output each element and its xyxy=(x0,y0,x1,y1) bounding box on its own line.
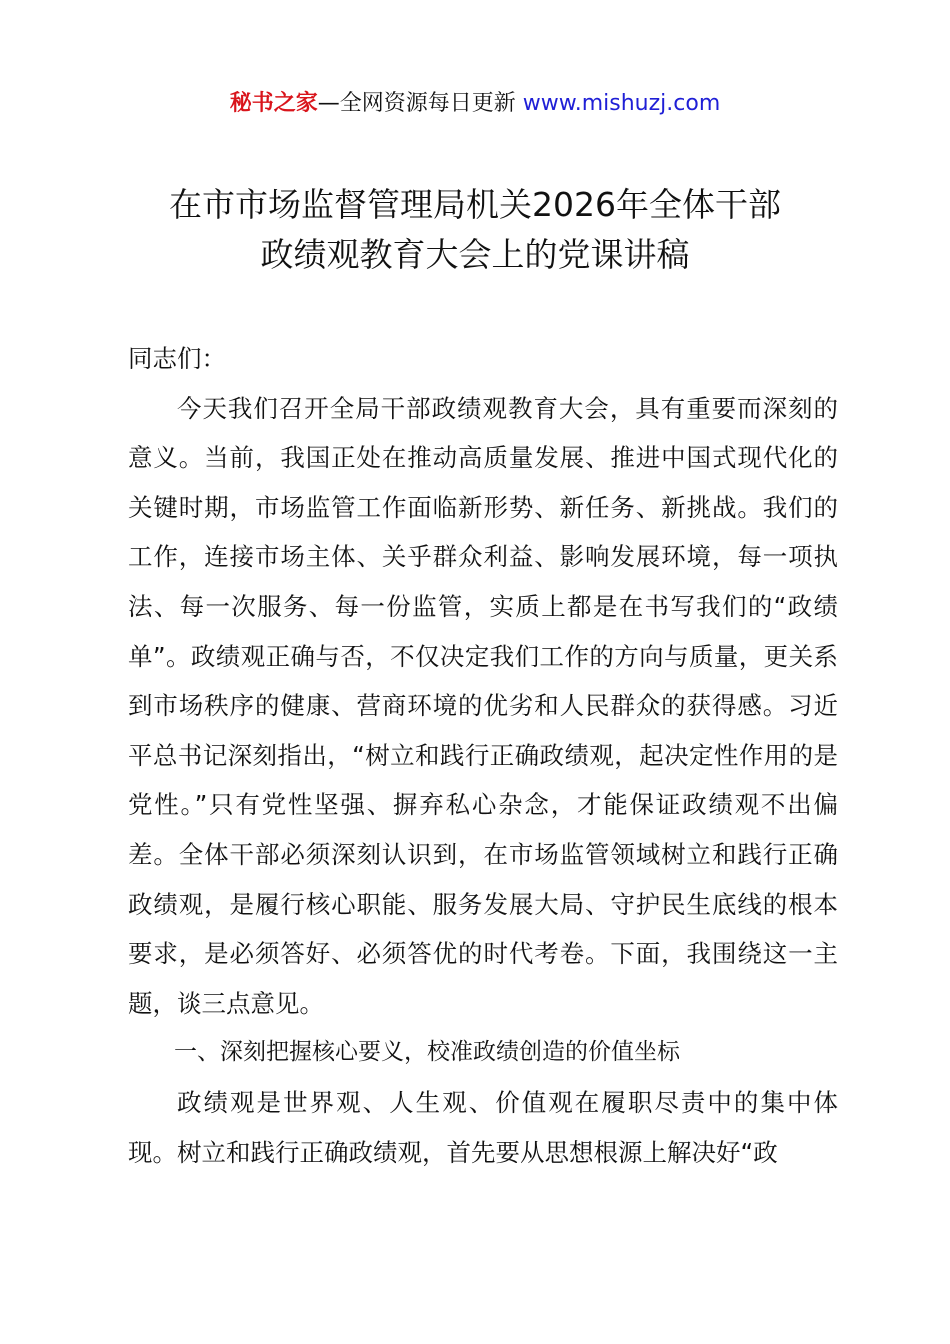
section-heading: 一、深刻把握核心要义，校准政绩创造的价值坐标 xyxy=(174,1039,680,1066)
brand-name: 秘书之家 xyxy=(229,91,318,116)
document-title xyxy=(60,180,890,280)
title-line-1: 在市市场监督管理局机关2026年全体干部 xyxy=(169,185,781,224)
body-paragraph: 今天我们召开全局干部政绩观教育大会，具有重要而深刻的意义。当前，我国正处在推动高质量发展、推进中国式现代化的关键时期，市场监管工作面临新形势、新任务、新挑战。我们的工作，连接市场主体、关乎群众利益、影响发展环境，每一项执法、每一次服务、每一份监管，实质上都是在书写我们的“政绩单”。政绩观正确与否，不仅决定我们工作的方向与质量，更关系到市场秩序的健康、营商环境的优劣和人民群众的获得感。习近平总书记深刻指出，“树立和践行正确政绩观，起决定性作用的是党性。”只有党性坚强、摒弃私心杂念，才能保证政绩观不出偏差。全体干部必须深刻认识到，在市场监管领域树立和践行正确政绩观，是履行核心职能、服务发展大局、守护民生底线的根本要求，是必须答好、必须答优的时代考卷。下面，我围绕这一主题，谈三点意见。 xyxy=(128,393,838,1018)
salutation: 同志们： xyxy=(128,344,226,373)
title-line-2: 政绩观教育大会上的党课讲稿 xyxy=(260,235,690,274)
body-paragraph: 政绩观是世界观、人生观、价值观在履职尽责中的集中体现。树立和践行正确政绩观，首先要从思想根源上解决好“政 xyxy=(128,1087,838,1167)
site-header xyxy=(0,86,950,122)
site-url[interactable]: www.mishuzj.com xyxy=(522,91,721,116)
header-tagline: —全网资源每日更新 xyxy=(317,91,516,116)
document-body xyxy=(128,334,838,1177)
